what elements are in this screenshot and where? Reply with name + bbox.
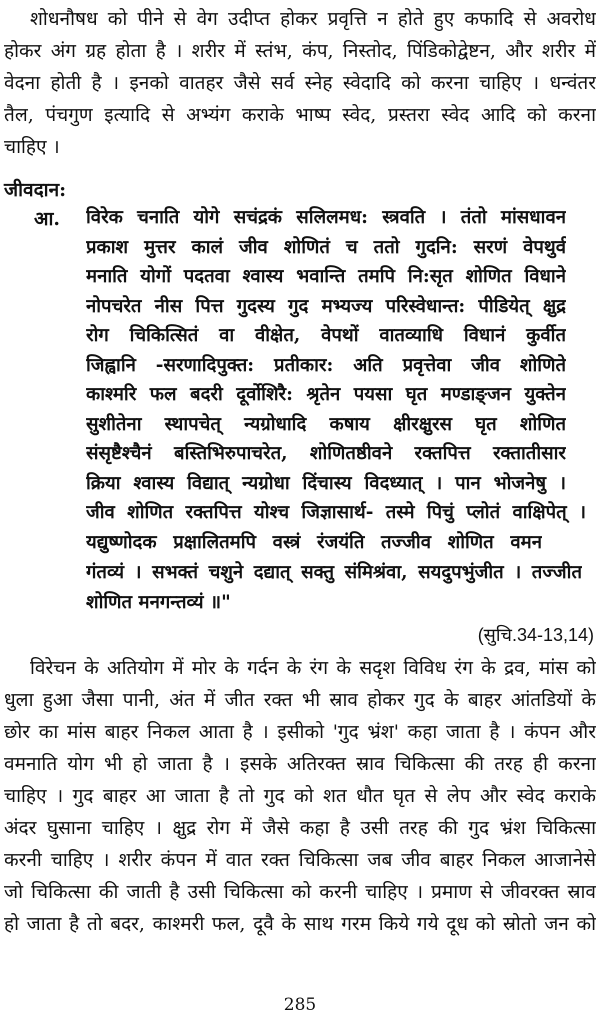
verse-line: संसृष्टैश्चैनं बस्तिभिरुपाचरेत, शोणितष्ठीवने रक्तपित्त रक्तातीसार [86,443,566,464]
text-line: विरेचन के अतियोग में मोर के गर्दन के रंग के सदृश विविध रंग के द्रव, मांस को [30,657,596,679]
verse-line: जीव शोणित रक्तपित्त योश्च जिज्ञासार्थ- तस्मे पिचुं प्लोतं वाक्षिपेत् । [86,502,586,523]
text-line: हो जाता है तो बदर, काश्मरी फल, दूवै के साथ गरम किये गये दूध को स्रोतो जन को [4,913,596,935]
verse-label: आ. [34,208,61,230]
verse-line: विरेक चनाति योगे सचंद्रकं सलिलमध: स्त्रवति । तंतो मांसधावन [86,207,566,228]
verse-line: क्रिया श्वास्य विद्यात् न्यग्रोधा दिंचास्य विदध्यात् । पान भोजनेषु । [86,473,566,494]
verse-line: प्रकाश मुत्तर कालं जीव शोणितं च ततो गुदनि: सरणं वेपथुर्व [86,237,566,258]
text-line: अंदर घुसाना चाहिए । क्षुद्र रोग में जैसे कहा है उसी तरह की गुद भ्रंश चिकित्सा [4,817,596,839]
text-line: शोधनौषध को पीने से वेग उदीप्त होकर प्रवृत्ति न होते हुए कफादि से अवरोध [30,8,596,30]
text-line: करनी चाहिए । शरीर कंपन में वात रक्त चिकित्सा जब जीव बाहर निकल आजानेसे [4,849,596,871]
text-line: धुला हुआ जैसा पानी, अंत में जीत रक्त भी स्राव होकर गुद के बाहर आंतडियों के [4,689,596,711]
text-line: तैल, पंचगुण इत्यादि से अभ्यंग कराके भाष्प स्वेद, प्रस्तरा स्वेद आदि को करना [4,104,596,126]
verse-line: सुशीतेना स्थापचेत् न्यग्रोधादि कषाय क्षीरक्षुरस घृत शोणित [86,414,566,435]
text-line: चाहिए । गुद बाहर आ जाता है तो गुद को शत धौत घृत से लेप और स्वेद कराके [4,785,596,807]
verse-line: काश्मरि फल बदरी दूर्वोशिरै: श्रृतेन पयसा घृत मण्डाङ्जन युक्तेन [86,384,566,405]
verse-line: शोणित मनगन्तव्यं ॥" [86,592,231,613]
citation: (सुचि.34-13,14) [477,625,594,645]
text-line: होकर अंग ग्रह होता है । शरीर में स्तंभ, कंप, निस्तोद, पिंडिकोद्वेष्टन, और शरीर में [4,40,596,62]
text-line: छोर का मांस बाहर निकल आता है । इसीको 'गुद भ्रंश' कहा जाता है । कंपन और [4,721,596,743]
page-number: 285 [283,995,317,1015]
verse-line: जिह्वानि -सरणादिपुक्त: प्रतीकार: अति प्रवृत्तेवा जीव शोणिते [86,355,566,376]
verse-line: नोपचरेत नीस पित्त गुदस्य गुद मभ्यज्य परिस्वेधान्त: पीडियेत् क्षुद्र [86,296,566,317]
verse-line: गंतव्यं । सभक्तं चशुने दद्यात् सक्तु संमिश्रंवा, सयदुपभुंजीत । तज्जीत [86,562,582,583]
verse-line: रोग चिकित्सितं वा वीक्षेत, वेपथों वातव्याधि विधानं कुर्वीत [86,325,566,346]
text-line: जो चिकित्सा की जाती है उसी चिकित्सा को करनी चाहिए । प्रमाण से जीवरक्त स्राव [4,881,596,903]
text-line: वमनाति योग भी हो जाता है । इसके अतिरक्त स्राव चिकित्सा की तरह ही करना [4,753,596,775]
section-heading: जीवदान: [4,179,67,201]
verse-line: मनाति योगों पदतवा श्वास्य भवान्ति तमपि नि:सृत शोणित विधाने [86,266,566,287]
verse-line: यद्युष्णोदक प्रक्षालितमपि वस्त्रं रंजयंति तज्जीव शोणित वमन [86,532,542,553]
text-line: चाहिए । [4,136,60,158]
text-line: वेदना होती है । इनको वातहर जैसे सर्व स्नेह स्वेदादि को करना चाहिए । धन्वंतर [4,72,596,94]
